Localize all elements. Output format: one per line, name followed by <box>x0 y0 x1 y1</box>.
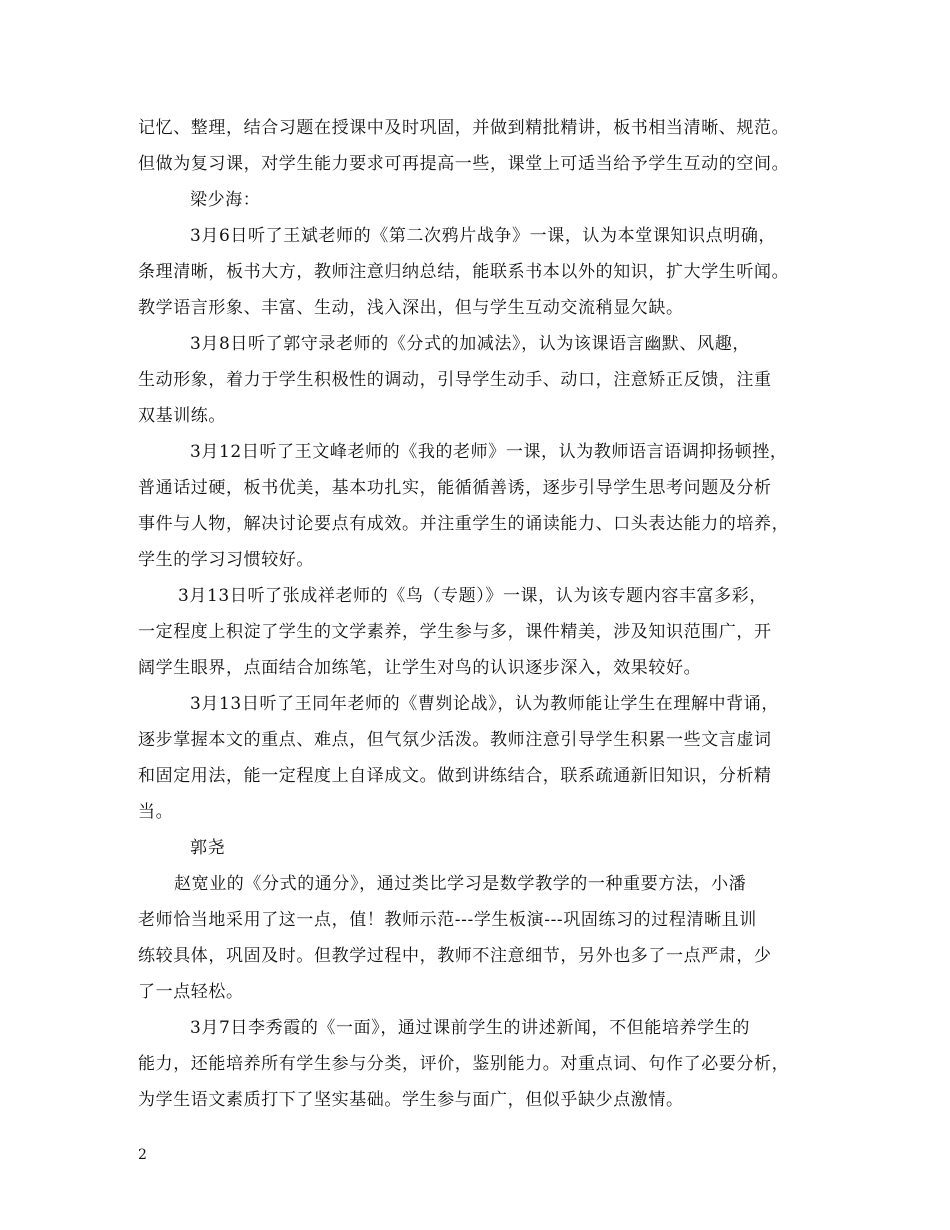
text-line: 条理清晰，板书大方，教师注意归纳总结，能联系书本以外的知识，扩大学生听闻。 <box>138 262 790 282</box>
text-line: 生动形象，着力于学生积极性的调动，引导学生动手、动口，注意矫正反馈，注重 <box>138 370 772 390</box>
text-line: 事件与人物，解决讨论要点有成效。并注重学生的诵读能力、口头表达能力的培养， <box>138 514 790 534</box>
reviewer-name: 郭尧 <box>190 838 226 858</box>
text-line: 3月8日听了郭守录老师的《分式的加减法》，认为该课语言幽默、风趣， <box>190 334 750 354</box>
text-line: 学生的学习习惯较好。 <box>138 550 314 570</box>
page-number: 2 <box>138 1147 147 1163</box>
text-line: 赵宽业的《分式的通分》，通过类比学习是数学教学的一种重要方法，小潘 <box>174 874 747 894</box>
text-line: 老师恰当地采用了这一点，值！教师示范---学生板演---巩固练习的过程清晰且训 <box>138 910 757 930</box>
text-line: 3月13日听了王同年老师的《曹刿论战》，认为教师能让学生在理解中背诵， <box>190 694 779 714</box>
text-line: 能力，还能培养所有学生参与分类，评价，鉴别能力。对重点词、句作了必要分析， <box>138 1054 790 1074</box>
text-line: 教学语言形象、丰富、生动，浅入深出，但与学生互动交流稍显欠缺。 <box>138 298 684 318</box>
text-line: 记忆、整理，结合习题在授课中及时巩固，并做到精批精讲，板书相当清晰、规范。 <box>138 118 790 138</box>
reviewer-name: 梁少海： <box>190 190 261 210</box>
text-line: 普通话过硬，板书优美，基本功扎实，能循循善诱，逐步引导学生思考问题及分析 <box>138 478 772 498</box>
text-line: 3月7日李秀霞的《一面》，通过课前学生的讲述新闻，不但能培养学生的 <box>190 1018 750 1038</box>
text-line: 双基训练。 <box>138 406 226 426</box>
text-line: 和固定用法，能一定程度上自译成文。做到讲练结合，联系疏通新旧知识，分析精 <box>138 766 772 786</box>
text-line: 逐步掌握本文的重点、难点，但气氛少活泼。教师注意引导学生积累一些文言虚词 <box>138 730 772 750</box>
text-line: 但做为复习课，对学生能力要求可再提高一些，课堂上可适当给予学生互动的空间。 <box>138 154 790 174</box>
text-line: 3月12日听了王文峰老师的《我的老师》一课，认为教师语言语调抑扬顿挫， <box>190 442 788 462</box>
text-line: 3月13日听了张成祥老师的《鸟（专题）》一课，认为该专题内容丰富多彩， <box>178 586 767 606</box>
text-line: 阔学生眼界，点面结合加练笔，让学生对鸟的认识逐步深入，效果较好。 <box>138 658 702 678</box>
text-line: 了一点轻松。 <box>138 982 244 1002</box>
text-line: 练较具体，巩固及时。但教学过程中，教师不注意细节，另外也多了一点严肃，少 <box>138 946 772 966</box>
text-line: 一定程度上积淀了学生的文学素养，学生参与多，课件精美，涉及知识范围广，开 <box>138 622 772 642</box>
text-line: 为学生语文素质打下了坚实基础。学生参与面广，但似乎缺少点激情。 <box>138 1090 684 1110</box>
text-line: 3月6日听了王斌老师的《第二次鸦片战争》一课，认为本堂课知识点明确， <box>190 226 777 246</box>
text-line: 当。 <box>138 802 174 822</box>
